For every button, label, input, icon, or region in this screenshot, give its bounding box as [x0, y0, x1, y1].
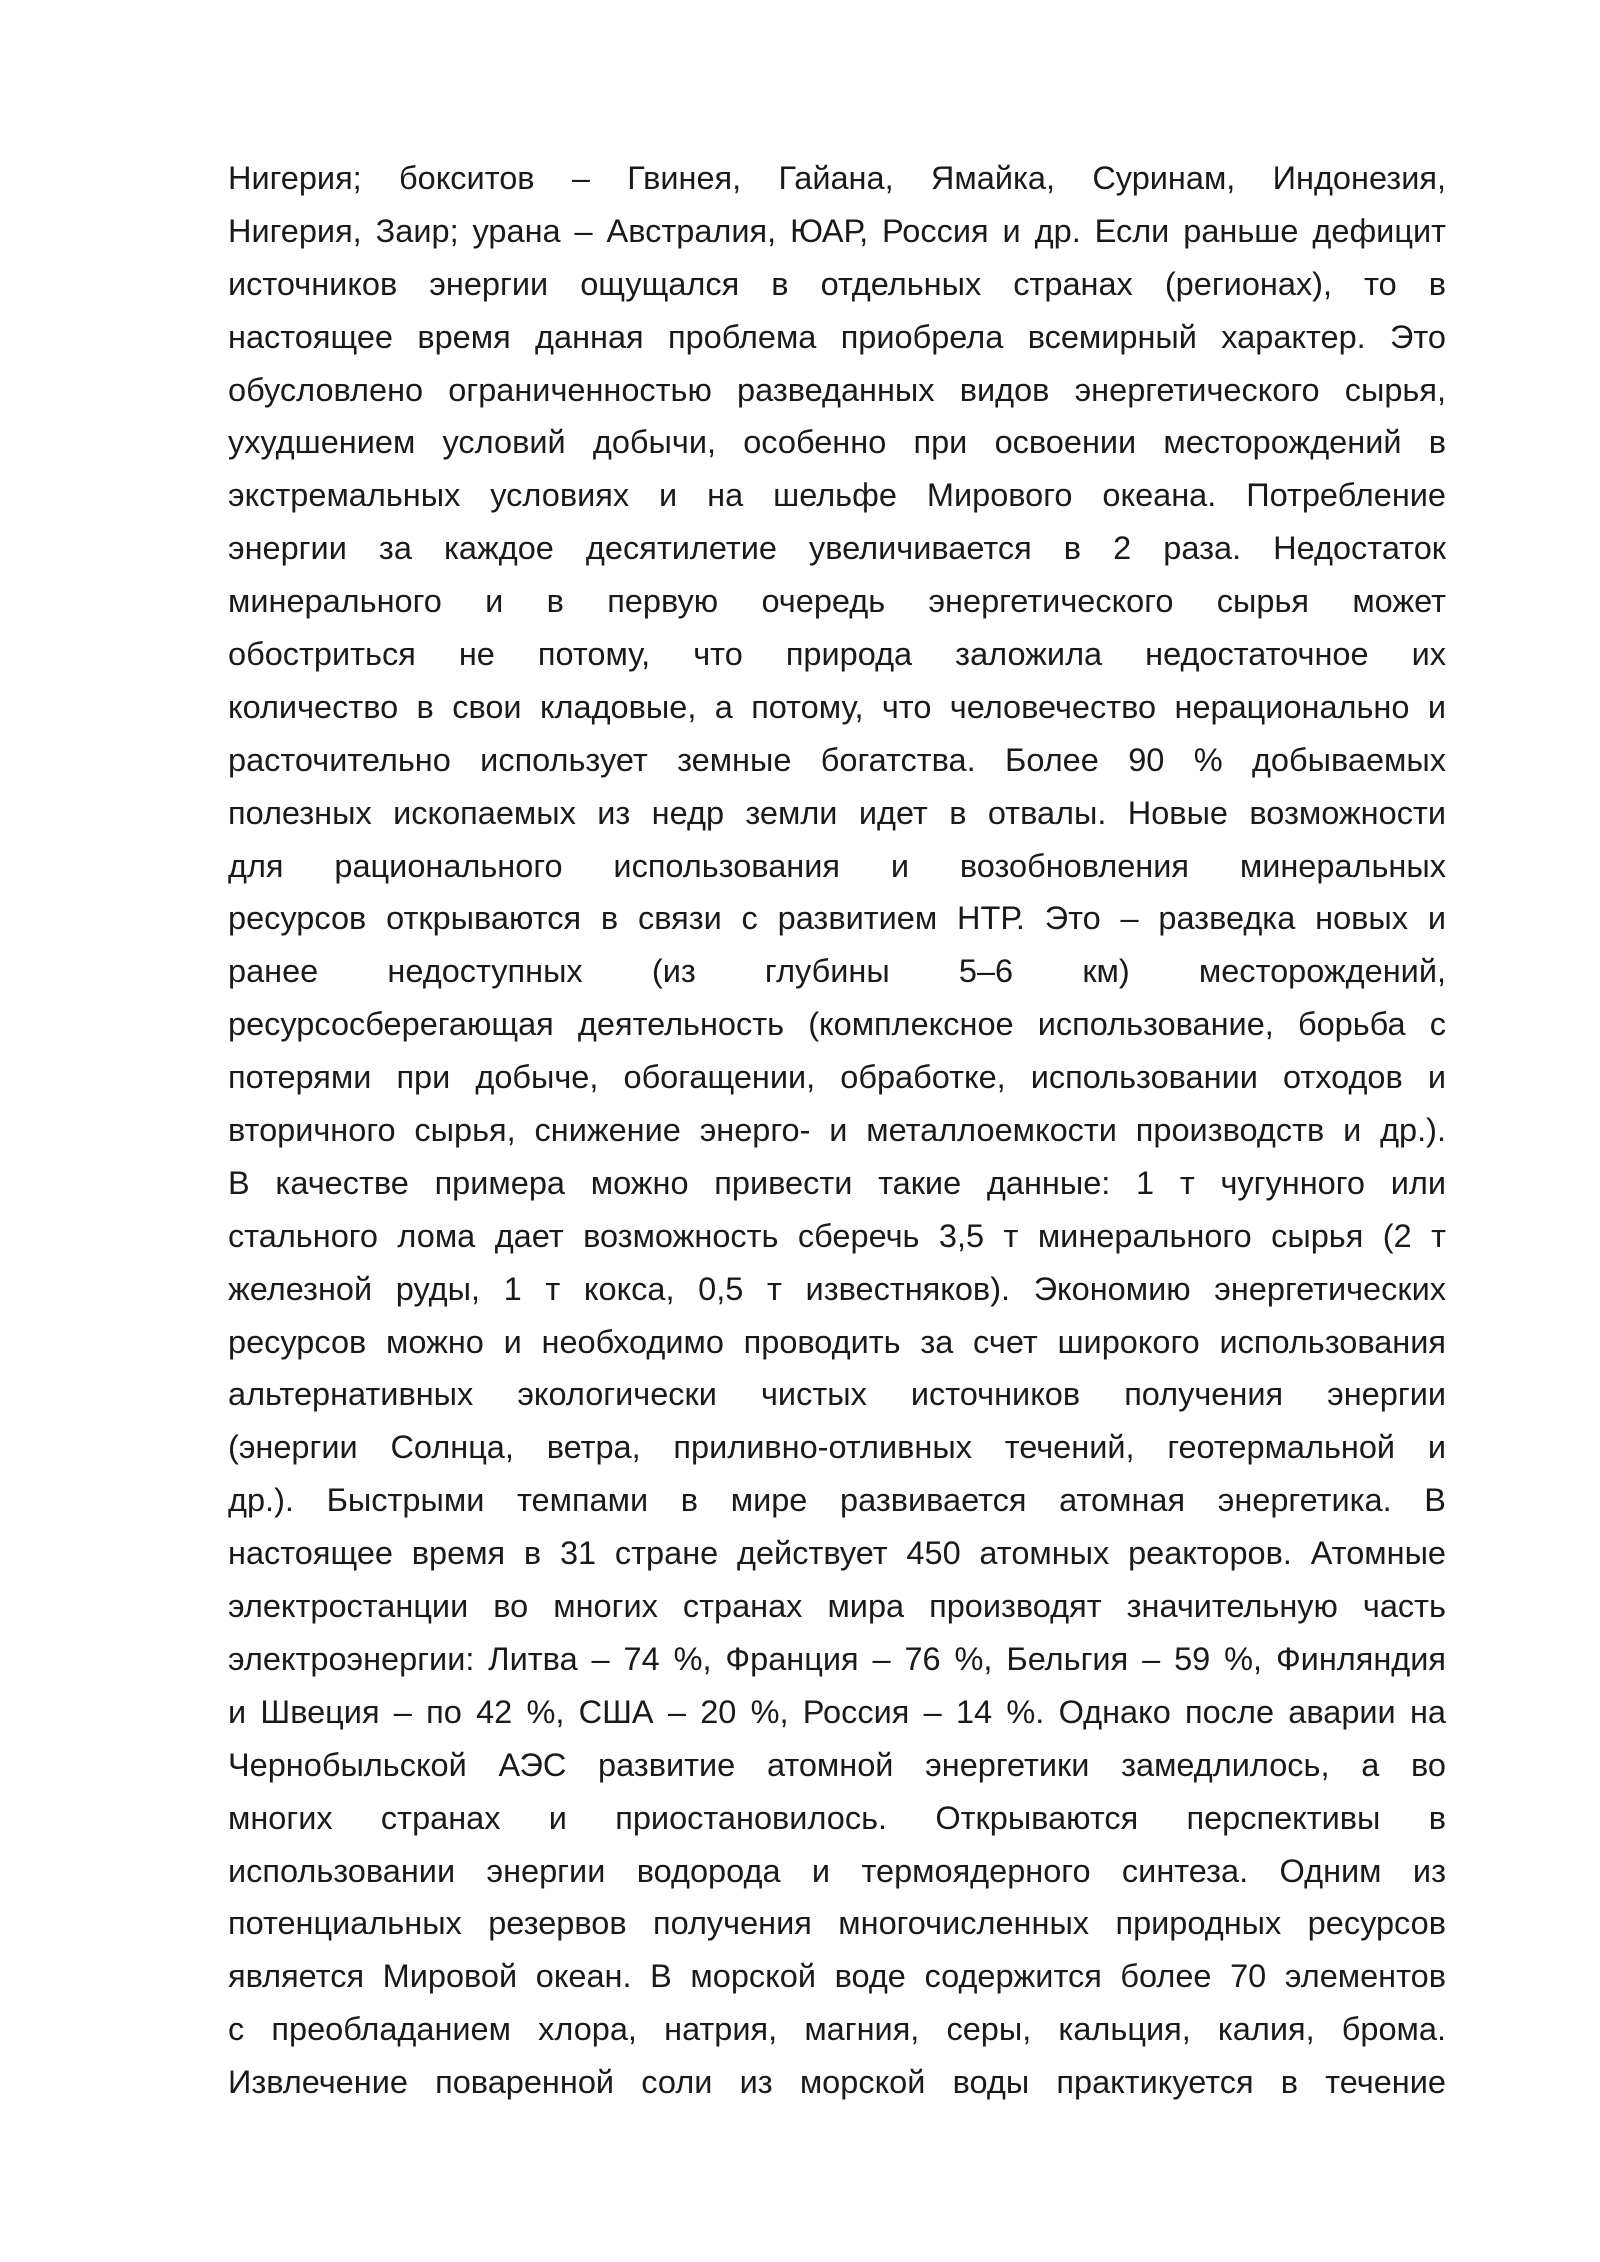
paragraph-line: и Швеция – по 42 %, США – 20 %, Россия – 14 %. Однако после аварии на	[228, 1693, 1446, 1730]
paragraph-line: ухудшением условий добычи, особенно при освоении месторождений в	[228, 424, 1446, 461]
paragraph-line: энергии за каждое десятилетие увеличивается в 2 раза. Недостаток	[228, 530, 1446, 567]
paragraph-line: альтернативных экологически чистых источников получения энергии	[228, 1376, 1446, 1413]
paragraph-line: В качестве примера можно привести такие данные: 1 т чугунного или	[228, 1164, 1446, 1201]
paragraph-line: является Мировой океан. В морской воде содержится более 70 элементов	[228, 1958, 1446, 1995]
paragraph-line: для рационального использования и возобновления минеральных	[228, 847, 1446, 884]
paragraph-line: Извлечение поваренной соли из морской воды практикуется в течение	[228, 2064, 1446, 2101]
paragraph-line: обостриться не потому, что природа заложила недостаточное их	[228, 636, 1446, 673]
paragraph-line: минерального и в первую очередь энергетического сырья может	[228, 583, 1446, 620]
paragraph-line: вторичного сырья, снижение энерго- и металлоемкости производств и др.).	[228, 1112, 1446, 1149]
paragraph-line: электроэнергии: Литва – 74 %, Франция – 76 %, Бельгия – 59 %, Финляндия	[228, 1640, 1446, 1677]
paragraph-line: экстремальных условиях и на шельфе Мирового океана. Потребление	[228, 477, 1446, 514]
paragraph-line: настоящее время в 31 стране действует 450 атомных реакторов. Атомные	[228, 1535, 1446, 1572]
paragraph-line: многих странах и приостановилось. Открываются перспективы в	[228, 1799, 1446, 1836]
paragraph-line: потерями при добыче, обогащении, обработке, использовании отходов и	[228, 1059, 1446, 1096]
paragraph-line: обусловлено ограниченностью разведанных видов энергетического сырья,	[228, 371, 1446, 408]
paragraph-line: полезных ископаемых из недр земли идет в отвалы. Новые возможности	[228, 794, 1446, 831]
paragraph-line: др.). Быстрыми темпами в мире развивается атомная энергетика. В	[228, 1482, 1446, 1519]
paragraph-line: с преобладанием хлора, натрия, магния, серы, кальция, калия, брома.	[228, 2011, 1446, 2048]
paragraph-line: использовании энергии водорода и термоядерного синтеза. Одним из	[228, 1852, 1446, 1889]
paragraph-line: расточительно использует земные богатства. Более 90 % добываемых	[228, 741, 1446, 778]
paragraph-line: Чернобыльской АЭС развитие атомной энергетики замедлилось, а во	[228, 1746, 1446, 1783]
paragraph-line: железной руды, 1 т кокса, 0,5 т известняков). Экономию энергетических	[228, 1270, 1446, 1307]
paragraph-line: потенциальных резервов получения многочисленных природных ресурсов	[228, 1905, 1446, 1942]
paragraph-line: стального лома дает возможность сберечь 3,5 т минерального сырья (2 т	[228, 1217, 1446, 1254]
paragraph-line: Нигерия; бокситов – Гвинея, Гайана, Ямайка, Суринам, Индонезия,	[228, 160, 1446, 196]
paragraph-line: (энергии Солнца, ветра, приливно-отливных течений, геотермальной и	[228, 1429, 1446, 1466]
paragraph-line: ресурсосберегающая деятельность (комплексное использование, борьба с	[228, 1006, 1446, 1043]
body-paragraph	[228, 152, 1446, 2109]
paragraph-line: ранее недоступных (из глубины 5–6 км) месторождений,	[228, 953, 1446, 990]
paragraph-line: источников энергии ощущался в отдельных странах (регионах), то в	[228, 265, 1446, 302]
paragraph-line: Нигерия, Заир; урана – Австралия, ЮАР, Россия и др. Если раньше дефицит	[228, 212, 1446, 249]
paragraph-line: ресурсов открываются в связи с развитием НТР. Это – разведка новых и	[228, 900, 1446, 937]
paragraph-line: электростанции во многих странах мира производят значительную часть	[228, 1588, 1446, 1625]
paragraph-line: количество в свои кладовые, а потому, что человечество нерационально и	[228, 688, 1446, 725]
paragraph-line: ресурсов можно и необходимо проводить за счет широкого использования	[228, 1323, 1446, 1360]
paragraph-line: настоящее время данная проблема приобрела всемирный характер. Это	[228, 318, 1446, 355]
